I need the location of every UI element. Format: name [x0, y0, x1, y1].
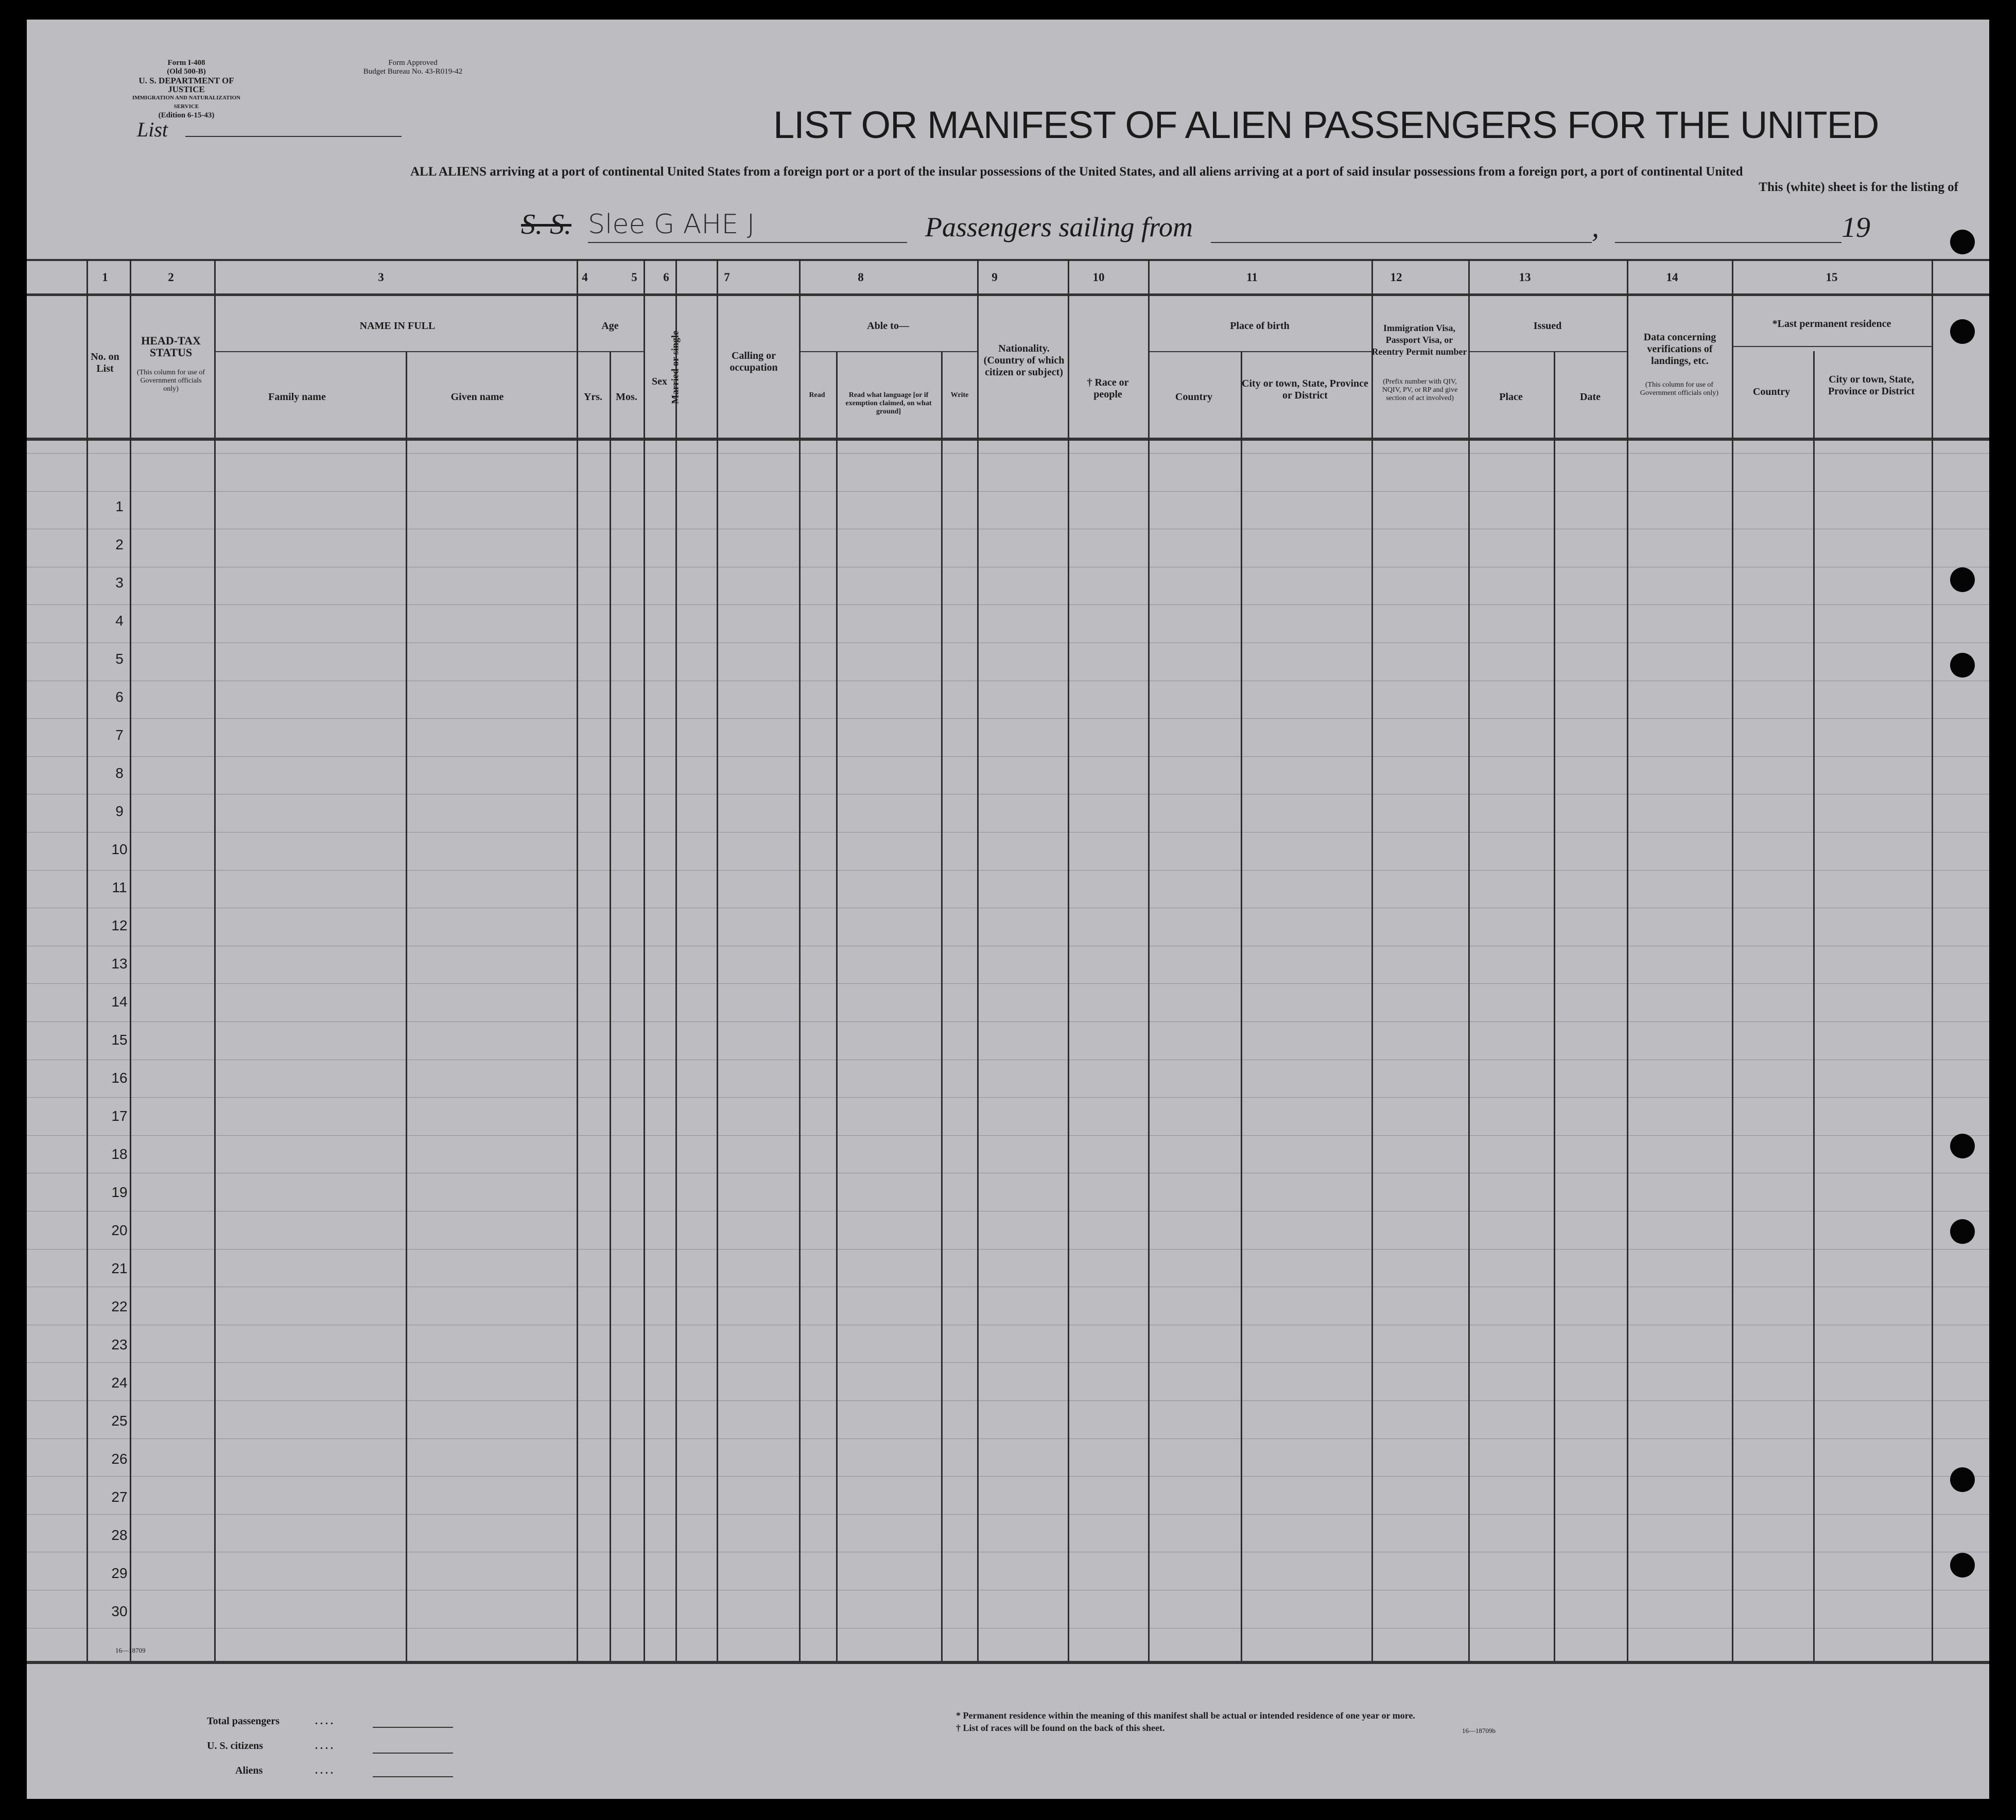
passengers-sailing-label: Passengers sailing from [925, 212, 1193, 242]
column-rule [86, 259, 88, 1661]
header-head-tax-note: (This column for use of Government officials only) [136, 369, 205, 393]
header-pob-city: City or town, State, Province or District [1242, 378, 1368, 401]
header-read: Read [809, 391, 825, 399]
row-number: 10 [111, 841, 128, 857]
column-rule [675, 259, 677, 1661]
punch-hole [1950, 319, 1975, 344]
port-line [1211, 242, 1592, 243]
row-number: 15 [111, 1032, 128, 1048]
row-rule [27, 1135, 1989, 1136]
row-number: 27 [111, 1489, 128, 1505]
aliens-line [373, 1776, 453, 1777]
header-issued: Issued [1533, 320, 1562, 332]
column-rule [1468, 259, 1470, 1661]
footnote-races: † List of races will be found on the back of this sheet. [956, 1723, 1165, 1733]
column-rule [941, 351, 943, 1661]
header-sex: Sex [652, 376, 667, 387]
header-date: Date [1580, 391, 1601, 403]
column-number: 7 [724, 271, 730, 284]
header-head-tax: HEAD-TAX STATUS [141, 334, 201, 359]
able-subrule [799, 351, 977, 352]
column-rule [644, 259, 645, 1661]
header-married: Married or single [670, 331, 681, 404]
list-label: List [137, 118, 168, 141]
total-passengers-label: Total passengers [207, 1715, 280, 1727]
row-number: 5 [115, 651, 124, 667]
row-rule [27, 1476, 1989, 1477]
form-approval [351, 59, 475, 76]
row-number: 19 [111, 1184, 128, 1200]
row-rule [27, 756, 1989, 757]
column-rule [977, 259, 979, 1661]
column-rule [717, 259, 718, 1661]
row-rule [27, 1097, 1989, 1098]
row-rule [27, 1021, 1989, 1022]
row-rule [27, 832, 1989, 833]
column-rule [577, 259, 578, 1661]
header-nationality: Nationality. (Country of which citizen or subject) [983, 343, 1065, 378]
header-place-of-birth: Place of birth [1230, 320, 1290, 332]
ship-name: Slee G AHE J [588, 209, 755, 240]
column-number: 13 [1519, 271, 1531, 284]
column-number: 14 [1666, 271, 1678, 284]
approval-line: Form Approved [388, 59, 438, 67]
column-number: 8 [858, 271, 864, 284]
table-bottom-rule [27, 1661, 1989, 1664]
row-rule [27, 453, 1989, 454]
column-number: 6 [663, 271, 669, 284]
header-res-city: City or town, State, Province or District [1828, 374, 1915, 397]
column-number: 9 [992, 271, 998, 284]
header-age: Age [601, 320, 619, 332]
row-rule [27, 1400, 1989, 1401]
aliens-label: Aliens [235, 1765, 263, 1776]
column-rule [1148, 259, 1150, 1661]
column-rule [214, 259, 216, 1661]
header-read-language: Read what language [or if exemption claimed, on what ground] [845, 391, 932, 415]
column-number: 11 [1246, 271, 1258, 284]
row-number: 8 [115, 765, 124, 781]
column-rule [1732, 259, 1733, 1661]
header-last-residence: *Last permanent residence [1772, 318, 1891, 330]
header-bottom-rule [27, 438, 1989, 441]
row-number: 28 [111, 1527, 128, 1543]
column-rule [406, 351, 407, 1661]
header-yrs: Yrs. [583, 391, 603, 403]
pob-subrule [1148, 351, 1371, 352]
row-number: 2 [115, 536, 124, 552]
row-number: 30 [111, 1603, 128, 1619]
column-number: 15 [1826, 271, 1838, 284]
column-number-rule [27, 293, 1989, 296]
us-citizens-line [373, 1753, 453, 1754]
header-race: † Race or people [1087, 377, 1129, 400]
column-number: 12 [1390, 271, 1402, 284]
form-line: (Old 500-B) [167, 67, 206, 76]
header-landings-note: (This column for use of Government officials only) [1640, 381, 1719, 397]
column-number: 3 [378, 271, 384, 284]
row-number: 22 [111, 1298, 128, 1314]
row-rule [27, 1362, 1989, 1363]
ship-prefix: S. S. [521, 209, 571, 240]
row-number: 18 [111, 1146, 128, 1162]
row-number: 9 [115, 803, 124, 819]
punch-hole [1950, 230, 1975, 254]
row-number: 23 [111, 1337, 128, 1353]
row-number: 25 [111, 1413, 128, 1429]
row-number: 7 [115, 727, 124, 743]
row-number: 1 [115, 498, 124, 514]
header-mos: Mos. [616, 391, 637, 403]
row-number: 12 [111, 917, 128, 933]
row-number: 13 [111, 956, 128, 972]
list-number-line [185, 136, 402, 137]
issued-subrule [1468, 351, 1627, 352]
dot-leader: . . . . [315, 1715, 333, 1727]
punch-hole [1950, 567, 1975, 592]
header-name-in-full: NAME IN FULL [359, 320, 436, 332]
punch-hole [1950, 653, 1975, 678]
row-rule [27, 718, 1989, 719]
year-prefix: 19 [1841, 212, 1870, 244]
column-number: 1 [102, 271, 108, 284]
row-rule [27, 491, 1989, 492]
footnote-permanent-residence: * Permanent residence within the meaning of this manifest shall be actual or intended residence of one year or more. [956, 1710, 1415, 1721]
form-identification [125, 59, 248, 120]
row-number: 29 [111, 1565, 128, 1581]
manifest-sheet [27, 20, 1989, 1799]
row-number: 14 [111, 994, 128, 1010]
dot-leader: . . . . [315, 1765, 333, 1776]
header-given-name: Given name [450, 391, 504, 403]
column-number: 5 [631, 271, 637, 284]
punch-hole [1950, 1134, 1975, 1158]
page-subtitle: ALL ALIENS arriving at a port of continental United States from a foreign port or a port of the insular possessions of the United States, and all aliens arriving at a port of said insular possessions from a foreign port, a port of continental United [410, 165, 1743, 179]
row-number: 26 [111, 1451, 128, 1467]
header-landings: Data concerning verifications of landings, etc. [1643, 332, 1716, 367]
header-visa-note: (Prefix number with QIV, NQIV, PV, or RP and give section of act involved) [1382, 378, 1458, 402]
row-number: 20 [111, 1222, 128, 1238]
header-no-on-list: No. on List [91, 351, 119, 374]
header-place: Place [1499, 391, 1523, 403]
row-rule [27, 604, 1989, 605]
form-line: Form I-408 [167, 59, 205, 67]
column-rule [1813, 351, 1815, 1661]
column-rule [1068, 259, 1069, 1661]
row-number: 4 [115, 613, 124, 629]
column-rule [1554, 351, 1555, 1661]
header-family-name: Family name [268, 391, 326, 403]
row-rule [27, 870, 1989, 871]
form-line: IMMIGRATION AND NATURALIZATION SERVICE [132, 95, 241, 110]
column-rule [799, 259, 801, 1661]
row-number: 6 [115, 689, 124, 705]
row-number: 3 [115, 575, 124, 591]
row-number: 17 [111, 1108, 128, 1124]
column-rule [836, 351, 838, 1661]
dot-leader: . . . . [315, 1740, 333, 1752]
column-number: 4 [582, 271, 588, 284]
approval-line: Budget Bureau No. 43-R019-42 [363, 67, 463, 76]
row-number: 21 [111, 1260, 128, 1276]
residence-subrule [1732, 346, 1932, 347]
comma: , [1592, 212, 1599, 244]
row-number: 11 [112, 879, 127, 895]
row-rule [27, 1514, 1989, 1515]
row-rule [27, 1438, 1989, 1439]
header-pob-country: Country [1175, 391, 1213, 403]
date-line [1615, 242, 1841, 243]
table-print-code: 16—18709 [115, 1646, 146, 1654]
punch-hole [1950, 1467, 1975, 1492]
column-number: 10 [1092, 271, 1105, 284]
column-rule [1932, 259, 1933, 1661]
footer-print-code: 16—18709b [1462, 1727, 1496, 1735]
ship-name-line [588, 242, 907, 243]
punch-hole [1950, 1219, 1975, 1244]
column-number: 2 [168, 271, 174, 284]
header-top-rule [27, 259, 1989, 261]
column-rule [1371, 259, 1373, 1661]
form-line: U. S. DEPARTMENT OF JUSTICE [138, 76, 234, 94]
page-subtitle-2: This (white) sheet is for the listing of [1759, 180, 1958, 194]
header-able-to: Able to— [867, 320, 909, 332]
header-res-country: Country [1752, 386, 1791, 397]
column-rule [1241, 351, 1242, 1661]
row-number: 24 [111, 1375, 128, 1391]
column-rule [610, 351, 611, 1661]
us-citizens-label: U. S. citizens [207, 1740, 263, 1752]
form-line: (Edition 6-15-43) [158, 111, 215, 119]
name-subrule [215, 351, 577, 352]
row-rule [27, 1249, 1989, 1250]
header-write: Write [950, 391, 969, 399]
header-calling: Calling or occupation [729, 350, 778, 373]
punch-hole [1950, 1553, 1975, 1578]
row-rule [27, 983, 1989, 984]
column-rule [1627, 259, 1628, 1661]
page-title: LIST OR MANIFEST OF ALIEN PASSENGERS FOR THE UNITED [773, 103, 1879, 146]
row-number: 16 [111, 1070, 128, 1086]
total-passengers-line [373, 1727, 453, 1728]
header-visa: Immigration Visa, Passport Visa, or Reentry Permit number [1371, 323, 1467, 357]
